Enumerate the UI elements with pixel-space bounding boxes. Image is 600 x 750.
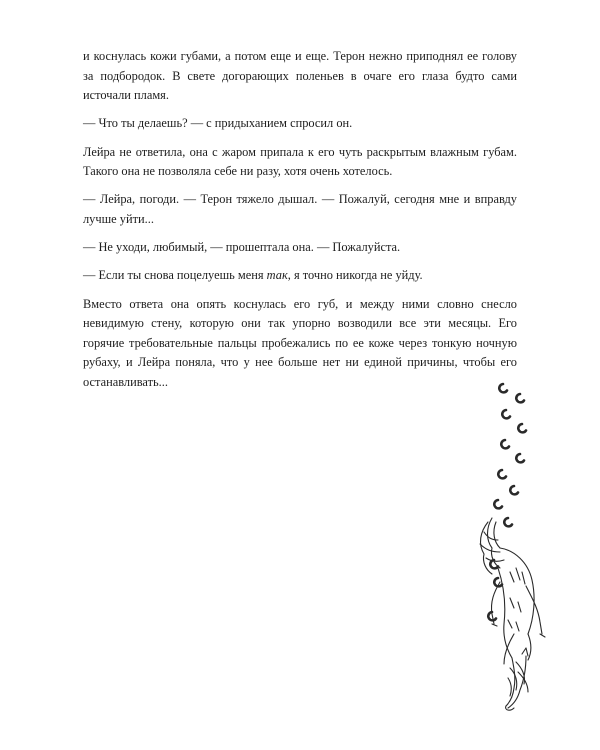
body-text [83, 47, 517, 401]
paragraph-6 [83, 266, 517, 286]
paragraph-4: — Лейра, погоди. — Терон тяжело дышал. — Пожалуй, сегодня мне и вправду лучше уйти... [83, 192, 517, 226]
paragraph-3: Лейра не ответила, она с жаром припала к его чуть раскрытым влажным губам. Такого она не позволяла себе ни разу, хотя очень хотелось. [83, 144, 517, 179]
emphasis-word: так [266, 268, 288, 283]
paragraph-6-after: , я точно никогда не уйду. [287, 268, 423, 283]
galloping-horse-with-hoofprints-icon [470, 372, 560, 712]
paragraph-5: — Не уходи, любимый, — прошептала она. — Пожалуйста. [83, 240, 401, 255]
hoofprints-icon [488, 384, 526, 620]
paragraph-7: Вместо ответа она опять коснулась его губ, и между ними словно снесло невидимую стену, которую они так упорно возводили все эти месяцы. Его горячие требовательные пальцы пробежались по ее коже через тонкую ночную рубаху, и Лейра поняла, что у нее больше нет ни единой причины, чтобы его останавливать... [83, 296, 517, 389]
paragraph-1: и коснулась кожи губами, а потом еще и еще. Терон нежно приподнял ее голову за подбородок. В свете догорающих поленьев в очаге его глаза будто сами источали пламя. [83, 49, 517, 103]
paragraph-2: — Что ты делаешь? — с придыханием спросил он. [83, 116, 353, 131]
paragraph-6-before: — Если ты снова поцелуешь меня [83, 268, 267, 283]
